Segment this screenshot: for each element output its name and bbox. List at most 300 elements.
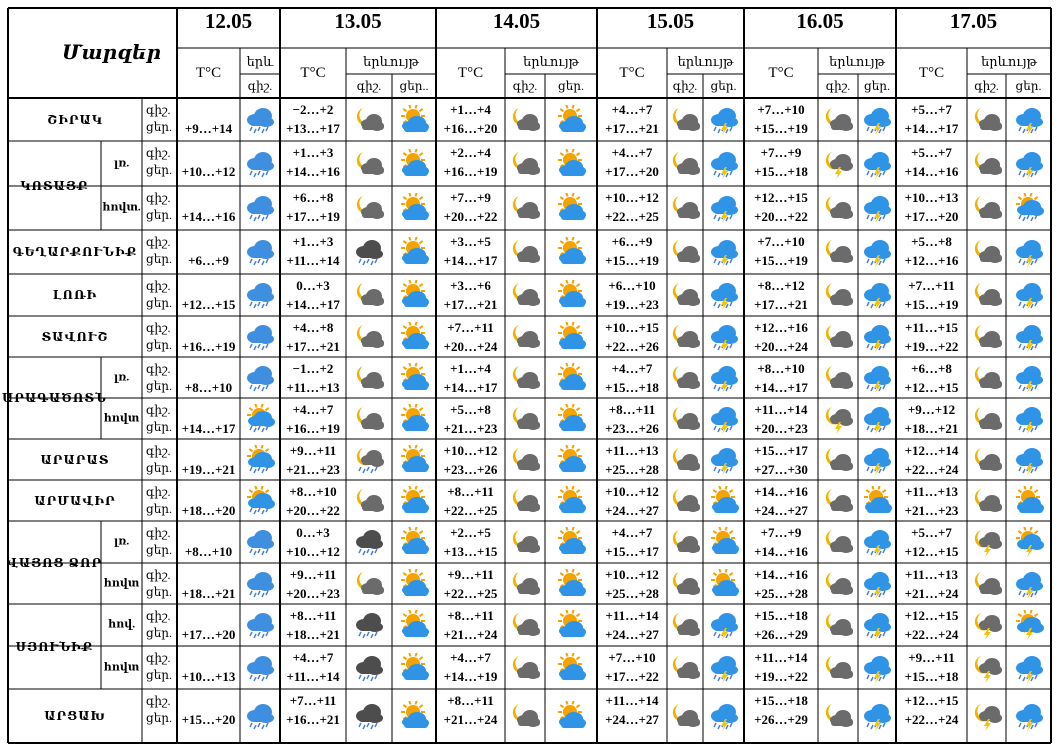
- moon-cloud-icon: [353, 486, 385, 516]
- temp-t13-night-value: +1…+3: [292, 234, 334, 249]
- period-day-label: գիշ.: [146, 235, 171, 249]
- temp-t17-night-value: +11…+13: [904, 567, 959, 582]
- moon-cloud-icon: [669, 445, 701, 475]
- temp-t14-night-value: +2…+5: [450, 525, 491, 540]
- temp-t15-day-value: +23…+26: [605, 421, 659, 436]
- thunderstorm-cloud-icon: [861, 149, 893, 179]
- moon-cloud-icon: [669, 280, 701, 310]
- sun-cloud-icon: [398, 527, 430, 557]
- temp-t14-night-value: +7…+11: [447, 320, 494, 335]
- moon-cloud-icon: [669, 653, 701, 683]
- night-subheader: ցեր..: [399, 79, 429, 93]
- period-night-label: ցեր.: [146, 626, 172, 640]
- temp-t17-day-value: +12…+15: [904, 544, 959, 559]
- sun-cloud-icon: [555, 610, 587, 640]
- sun-cloud-icon: [555, 569, 587, 599]
- temp-t15-day-value: +22…+25: [605, 209, 659, 224]
- region-name: ԱՐԱՐԱՏ: [40, 452, 110, 467]
- moon-cloud-icon: [822, 280, 854, 310]
- temp-t14-day-value: +20…+22: [443, 209, 498, 224]
- thunderstorm-cloud-icon: [861, 404, 893, 434]
- temp-t14-night-value: +8…+11: [447, 693, 494, 708]
- temp-t13-night-value: +4…+8: [292, 320, 334, 335]
- sun-cloud-storm-icon: [1013, 610, 1045, 640]
- rain-cloud-icon: [244, 237, 276, 267]
- moon-cloud-icon: [822, 569, 854, 599]
- temp-12-value: +19…+21: [181, 462, 236, 477]
- temp-t16-day-value: +15…+18: [754, 164, 808, 179]
- temp-t13-day-value: +10…+12: [286, 544, 340, 559]
- thunderstorm-cloud-icon: [861, 322, 893, 352]
- rain-cloud-icon: [244, 363, 276, 393]
- thunderstorm-cloud-icon: [708, 322, 740, 352]
- temp-t13-day-value: +14…+17: [286, 297, 340, 312]
- temp-t13-day-value: +18…+21: [286, 627, 340, 642]
- temp-t13-night-value: +9…+11: [289, 567, 337, 582]
- temp-t13-night-value: +4…+7: [292, 650, 334, 665]
- moon-cloud-icon: [509, 193, 541, 223]
- moon-cloud-icon: [353, 322, 385, 352]
- thunderstorm-cloud-icon: [1013, 280, 1045, 310]
- moon-cloud-icon: [669, 363, 701, 393]
- temp-t15-day-value: +25…+28: [605, 586, 659, 601]
- day-subheader: գիշ.: [356, 79, 382, 93]
- thunderstorm-cloud-icon: [1013, 322, 1045, 352]
- temp-t13-night-value: +8…+10: [289, 484, 337, 499]
- temp-t16-day-value: +20…+23: [754, 421, 808, 436]
- temp-t14-night-value: +4…+7: [450, 650, 491, 665]
- temp-t14-night-value: +10…+12: [443, 443, 498, 458]
- temp-t16-night-value: +7…+10: [757, 234, 805, 249]
- moon-cloud-icon: [822, 105, 854, 135]
- thunderstorm-cloud-icon: [861, 280, 893, 310]
- temp-t17-night-value: +5…+7: [911, 102, 952, 117]
- temp-12-value: +10…+13: [181, 669, 236, 684]
- temp-column-header: T°C: [918, 65, 945, 81]
- moon-cloud-icon: [353, 363, 385, 393]
- period-day-label: գիշ.: [146, 146, 171, 160]
- region-name: ԱՐՑԱԽ: [44, 709, 106, 723]
- temp-t15-day-value: +17…+21: [605, 121, 659, 136]
- moon-cloud-icon: [509, 445, 541, 475]
- moon-cloud-icon: [669, 237, 701, 267]
- temp-t17-night-value: +11…+13: [904, 484, 959, 499]
- temp-t17-night-value: +12…+15: [904, 693, 959, 708]
- sun-cloud-icon: [398, 610, 430, 640]
- temp-t13-night-value: +6…+8: [292, 190, 334, 205]
- thunderstorm-cloud-icon: [1013, 701, 1045, 731]
- temp-t15-night-value: +10…+12: [605, 190, 659, 205]
- temp-t16-day-value: +17…+21: [754, 297, 808, 312]
- temp-t13-day-value: +21…+23: [286, 462, 340, 477]
- temp-t17-night-value: +6…+8: [911, 361, 952, 376]
- moon-cloud-icon: [353, 105, 385, 135]
- moon-cloud-icon: [669, 569, 701, 599]
- moon-cloud-icon: [509, 404, 541, 434]
- temp-t15-day-value: +17…+22: [605, 669, 659, 684]
- moon-cloud-icon: [509, 653, 541, 683]
- temp-t16-night-value: +14…+16: [754, 484, 808, 499]
- temp-t15-day-value: +19…+23: [605, 297, 659, 312]
- moon-cloud-icon: [509, 105, 541, 135]
- moon-cloud-icon: [971, 237, 1003, 267]
- thunderstorm-cloud-icon: [708, 149, 740, 179]
- temp-column-header: T°C: [457, 65, 484, 81]
- night-subheader: ցեր.: [1015, 79, 1042, 93]
- temp-t13-night-value: +7…+11: [289, 693, 337, 708]
- temp-column-header: T°C: [619, 65, 645, 81]
- period-night-label: ցեր.: [146, 711, 172, 725]
- sun-cloud-icon: [555, 280, 587, 310]
- temp-t13-day-value: +11…+14: [286, 669, 340, 684]
- temp-t17-night-value: +5…+7: [911, 525, 952, 540]
- moon-cloud-icon: [669, 105, 701, 135]
- temp-t15-night-value: +6…+10: [608, 278, 656, 293]
- thunderstorm-cloud-icon: [708, 404, 740, 434]
- temp-t13-night-value: +1…+3: [292, 145, 334, 160]
- sun-cloud-icon: [398, 569, 430, 599]
- phenomenon-column-header: երևույթ: [829, 54, 885, 69]
- moon-cloud-icon: [353, 193, 385, 223]
- period-night-label: ցեր.: [146, 502, 172, 516]
- temp-12-value: +8…+10: [184, 544, 233, 559]
- thunderstorm-cloud-icon: [861, 610, 893, 640]
- sun-cloud-icon: [555, 193, 587, 223]
- moon-cloud-icon: [971, 363, 1003, 393]
- temp-t13-day-value: +20…+23: [286, 586, 340, 601]
- thunderstorm-cloud-icon: [1013, 653, 1045, 683]
- temp-t16-night-value: +12…+15: [754, 190, 808, 205]
- temp-t16-night-value: +7…+10: [757, 102, 805, 117]
- period-night-label: ցեր.: [146, 296, 172, 310]
- rain-cloud-icon: [244, 193, 276, 223]
- temp-t15-night-value: +4…+7: [611, 525, 653, 540]
- period-night-label: ցեր.: [146, 585, 172, 599]
- thunderstorm-cloud-icon: [861, 105, 893, 135]
- temp-t17-day-value: +12…+15: [904, 380, 959, 395]
- region-name: ԳԵՂԱՐՔՈՒՆԻՔ: [12, 245, 138, 259]
- rain-cloud-icon: [244, 701, 276, 731]
- temp-t16-night-value: +7…+9: [760, 145, 802, 160]
- temp-t16-night-value: +8…+10: [757, 361, 805, 376]
- temp-t16-night-value: +15…+18: [754, 693, 808, 708]
- temp-t16-night-value: +15…+18: [754, 608, 808, 623]
- date-3-header: 14.05: [492, 9, 541, 33]
- temp-t17-day-value: +21…+23: [904, 503, 959, 518]
- temp-t16-day-value: +14…+16: [754, 544, 808, 559]
- temp-t16-night-value: +7…+9: [760, 525, 802, 540]
- temp-t13-day-value: +13…+17: [286, 121, 340, 136]
- sun-cloud-icon: [398, 404, 430, 434]
- temp-t17-day-value: +14…+17: [904, 121, 959, 136]
- rain-cloud-icon: [244, 322, 276, 352]
- temp-t13-night-value: +4…+7: [292, 402, 334, 417]
- date-1-header: 12.05: [204, 9, 253, 33]
- temp-t15-night-value: +10…+12: [605, 484, 659, 499]
- temp-t14-day-value: +14…+17: [443, 253, 498, 268]
- period-night-label: ցեր.: [146, 543, 172, 557]
- period-night-label: ցեր.: [146, 461, 172, 475]
- temp-t13-day-value: +17…+19: [286, 209, 340, 224]
- moon-cloud-icon: [669, 404, 701, 434]
- sun-cloud-icon: [555, 527, 587, 557]
- temp-t15-night-value: +4…+7: [611, 361, 653, 376]
- moon-cloud-icon: [669, 149, 701, 179]
- period-night-label: ցեր.: [146, 252, 172, 266]
- day-subheader: գիշ.: [974, 79, 999, 93]
- moon-cloud-icon: [509, 322, 541, 352]
- moon-cloud-icon: [669, 322, 701, 352]
- temp-t17-night-value: +12…+15: [904, 608, 959, 623]
- temp-t14-night-value: +3…+5: [450, 234, 491, 249]
- sun-cloud-icon: [398, 701, 430, 731]
- temp-t17-day-value: +15…+19: [904, 297, 959, 312]
- temp-t13-day-value: +16…+21: [286, 712, 340, 727]
- sun-cloud-icon: [708, 527, 740, 557]
- moon-cloud-icon: [822, 237, 854, 267]
- zone-label: հովտ: [103, 577, 140, 589]
- temp-t16-night-value: +11…+14: [754, 650, 808, 665]
- thunderstorm-cloud-icon: [708, 105, 740, 135]
- moon-cloud-icon: [509, 569, 541, 599]
- moon-cloud-icon: [971, 404, 1003, 434]
- temp-t14-day-value: +21…+23: [443, 421, 498, 436]
- rain-cloud-icon: [244, 527, 276, 557]
- temp-t14-day-value: +23…+26: [443, 462, 498, 477]
- temp-t17-day-value: +22…+24: [904, 712, 959, 727]
- temp-t16-day-value: +19…+22: [754, 669, 808, 684]
- temp-t15-day-value: +15…+17: [605, 544, 659, 559]
- temp-t15-day-value: +24…+27: [605, 503, 659, 518]
- temp-12-value: +14…+16: [181, 209, 236, 224]
- temp-t14-night-value: +1…+4: [450, 361, 491, 376]
- temp-t15-night-value: +11…+13: [605, 443, 659, 458]
- temp-column-header: T°C: [195, 65, 222, 81]
- dark-rain-cloud-icon: [353, 701, 385, 731]
- temp-t16-day-value: +27…+30: [754, 462, 808, 477]
- temp-t16-day-value: +14…+17: [754, 380, 808, 395]
- dark-rain-cloud-icon: [353, 610, 385, 640]
- day-subheader: գիշ.: [672, 79, 698, 93]
- rain-cloud-icon: [244, 149, 276, 179]
- period-day-label: գիշ.: [146, 403, 171, 417]
- rain-cloud-icon: [244, 105, 276, 135]
- rain-cloud-icon: [244, 569, 276, 599]
- sun-cloud-icon: [861, 486, 893, 516]
- period-day-label: գիշ.: [146, 279, 171, 293]
- sun-cloud-icon: [555, 486, 587, 516]
- sun-cloud-icon: [398, 193, 430, 223]
- temp-t13-day-value: +20…+22: [286, 503, 340, 518]
- temp-t15-night-value: +4…+7: [611, 145, 653, 160]
- temp-t14-night-value: +2…+4: [450, 145, 491, 160]
- temp-t14-day-value: +17…+21: [443, 297, 498, 312]
- temp-12-value: +17…+20: [181, 627, 236, 642]
- moon-cloud-icon: [509, 486, 541, 516]
- temp-t13-night-value: +9…+11: [289, 443, 337, 458]
- temp-t16-day-value: +15…+19: [754, 253, 808, 268]
- temp-t17-day-value: +19…+22: [904, 339, 959, 354]
- moon-cloud-icon: [971, 569, 1003, 599]
- sun-cloud-icon: [555, 105, 587, 135]
- moon-cloud-icon: [353, 404, 385, 434]
- moon-cloud-icon: [822, 193, 854, 223]
- thunderstorm-cloud-icon: [1013, 149, 1045, 179]
- moon-cloud-icon: [971, 486, 1003, 516]
- dark-rain-cloud-icon: [353, 527, 385, 557]
- moon-cloud-icon: [509, 363, 541, 393]
- moon-cloud-icon: [822, 653, 854, 683]
- sun-cloud-icon: [398, 237, 430, 267]
- temp-12-value: +16…+19: [181, 339, 236, 354]
- dark-rain-cloud-icon: [353, 237, 385, 267]
- temp-t15-night-value: +7…+10: [608, 650, 656, 665]
- dark-rain-cloud-icon: [353, 653, 385, 683]
- moon-rain-icon: [353, 445, 385, 475]
- temp-t14-night-value: +5…+8: [450, 402, 491, 417]
- table-title: Մարզեր: [62, 42, 161, 64]
- period-day-label: գիշ.: [146, 526, 171, 540]
- date-2-header: 13.05: [334, 9, 382, 33]
- night-subheader: ցեր.: [558, 79, 584, 93]
- moon-storm-icon: [822, 149, 854, 179]
- rain-cloud-icon: [244, 610, 276, 640]
- period-day-label: գիշ.: [146, 609, 171, 623]
- rain-cloud-icon: [244, 653, 276, 683]
- phenomenon-column-header: երևույթ: [677, 54, 734, 69]
- temp-t14-day-value: +14…+19: [443, 669, 498, 684]
- temp-12-value: +6…+9: [188, 253, 229, 268]
- moon-cloud-icon: [669, 610, 701, 640]
- temp-t14-night-value: +3…+6: [450, 278, 491, 293]
- sun-cloud-icon: [398, 486, 430, 516]
- temp-t16-night-value: +14…+16: [754, 567, 808, 582]
- moon-storm-icon: [971, 701, 1003, 731]
- temp-t16-night-value: +11…+14: [754, 402, 808, 417]
- temp-12-value: +9…+14: [184, 121, 233, 136]
- moon-cloud-icon: [509, 237, 541, 267]
- thunderstorm-cloud-icon: [861, 653, 893, 683]
- period-day-label: գիշ.: [146, 568, 171, 582]
- moon-cloud-icon: [822, 322, 854, 352]
- period-day-label: գիշ.: [146, 191, 171, 205]
- sun-cloud-icon: [398, 105, 430, 135]
- thunderstorm-cloud-icon: [708, 237, 740, 267]
- temp-t15-night-value: +6…+9: [611, 234, 653, 249]
- temp-t17-day-value: +18…+21: [904, 421, 959, 436]
- temp-t15-night-value: +10…+12: [605, 567, 659, 582]
- temp-t17-night-value: +9…+12: [907, 402, 956, 417]
- period-day-label: գիշ.: [146, 444, 171, 458]
- temp-t14-night-value: +9…+11: [447, 567, 494, 582]
- moon-cloud-icon: [509, 527, 541, 557]
- sun-cloud-rain-icon: [244, 486, 276, 516]
- temp-t13-night-value: −1…+2: [292, 361, 334, 376]
- period-day-label: գիշ.: [146, 651, 171, 665]
- temp-t17-day-value: +12…+16: [904, 253, 959, 268]
- period-night-label: ցեր.: [146, 668, 172, 682]
- temp-12-value: +15…+20: [181, 712, 236, 727]
- sun-cloud-rain-icon: [1013, 193, 1045, 223]
- sun-cloud-icon: [398, 322, 430, 352]
- temp-12-value: +18…+21: [181, 586, 236, 601]
- moon-cloud-icon: [353, 280, 385, 310]
- temp-t14-day-value: +22…+25: [443, 586, 498, 601]
- temp-12-value: +18…+20: [181, 503, 236, 518]
- moon-storm-icon: [971, 653, 1003, 683]
- thunderstorm-cloud-icon: [861, 527, 893, 557]
- temp-t14-night-value: +7…+9: [450, 190, 491, 205]
- period-night-label: ցեր.: [146, 379, 172, 393]
- moon-storm-icon: [971, 527, 1003, 557]
- temp-t14-night-value: +1…+4: [450, 102, 491, 117]
- thunderstorm-cloud-icon: [1013, 445, 1045, 475]
- moon-cloud-icon: [509, 280, 541, 310]
- region-name: ԱՐՄԱՎԻՐ: [34, 493, 116, 508]
- phenomenon-column-header: երևույթ: [363, 54, 419, 69]
- temp-t14-day-value: +14…+17: [443, 380, 498, 395]
- temp-t14-day-value: +22…+25: [443, 503, 498, 518]
- period-night-label: ցեր.: [146, 120, 172, 134]
- phenomenon-column-header: երևույթ: [523, 54, 579, 69]
- region-name: ՍՅՈՒՆԻՔ: [15, 639, 94, 654]
- zone-label: լռ.: [113, 157, 130, 169]
- temp-t17-night-value: +9…+11: [908, 650, 955, 665]
- temp-t13-night-value: −2…+2: [292, 102, 334, 117]
- thunderstorm-cloud-icon: [708, 610, 740, 640]
- date-5-header: 16.05: [796, 9, 844, 33]
- region-name: ՇԻՐԱԿ: [47, 112, 103, 127]
- sun-cloud-icon: [555, 322, 587, 352]
- sun-cloud-icon: [555, 149, 587, 179]
- temp-t17-day-value: +22…+24: [904, 627, 959, 642]
- sun-cloud-icon: [708, 569, 740, 599]
- sun-cloud-icon: [398, 280, 430, 310]
- temp-t17-night-value: +5…+7: [911, 145, 952, 160]
- moon-cloud-icon: [353, 569, 385, 599]
- sun-cloud-icon: [398, 445, 430, 475]
- temp-12-value: +10…+12: [181, 164, 236, 179]
- rain-cloud-icon: [244, 280, 276, 310]
- day-subheader: գիշ.: [247, 79, 273, 93]
- temp-t13-night-value: 0…+3: [296, 525, 330, 540]
- temp-t16-night-value: +8…+12: [757, 278, 805, 293]
- temp-t13-night-value: 0…+3: [296, 278, 330, 293]
- moon-cloud-icon: [509, 701, 541, 731]
- temp-t16-day-value: +20…+22: [754, 209, 808, 224]
- thunderstorm-cloud-icon: [1013, 105, 1045, 135]
- moon-cloud-icon: [509, 610, 541, 640]
- region-name: ՏԱՎՈՒՇ: [41, 329, 109, 344]
- temp-t15-day-value: +25…+28: [605, 462, 659, 477]
- region-name: ԿՈՏԱՅՔ: [20, 178, 89, 193]
- temp-t17-night-value: +7…+11: [908, 278, 955, 293]
- sun-cloud-icon: [398, 363, 430, 393]
- temp-t15-day-value: +22…+26: [605, 339, 659, 354]
- period-day-label: գիշ.: [146, 321, 171, 335]
- moon-cloud-icon: [971, 445, 1003, 475]
- sun-cloud-icon: [555, 404, 587, 434]
- night-subheader: ցեր.: [710, 79, 737, 93]
- temp-column-header: T°C: [300, 65, 326, 81]
- zone-label: հովտ: [103, 412, 140, 424]
- temp-t17-night-value: +10…+13: [904, 190, 959, 205]
- temp-t15-night-value: +11…+14: [605, 693, 659, 708]
- temp-t15-day-value: +24…+27: [605, 712, 659, 727]
- sun-cloud-icon: [555, 701, 587, 731]
- temp-t15-day-value: +17…+20: [605, 164, 659, 179]
- moon-cloud-icon: [971, 105, 1003, 135]
